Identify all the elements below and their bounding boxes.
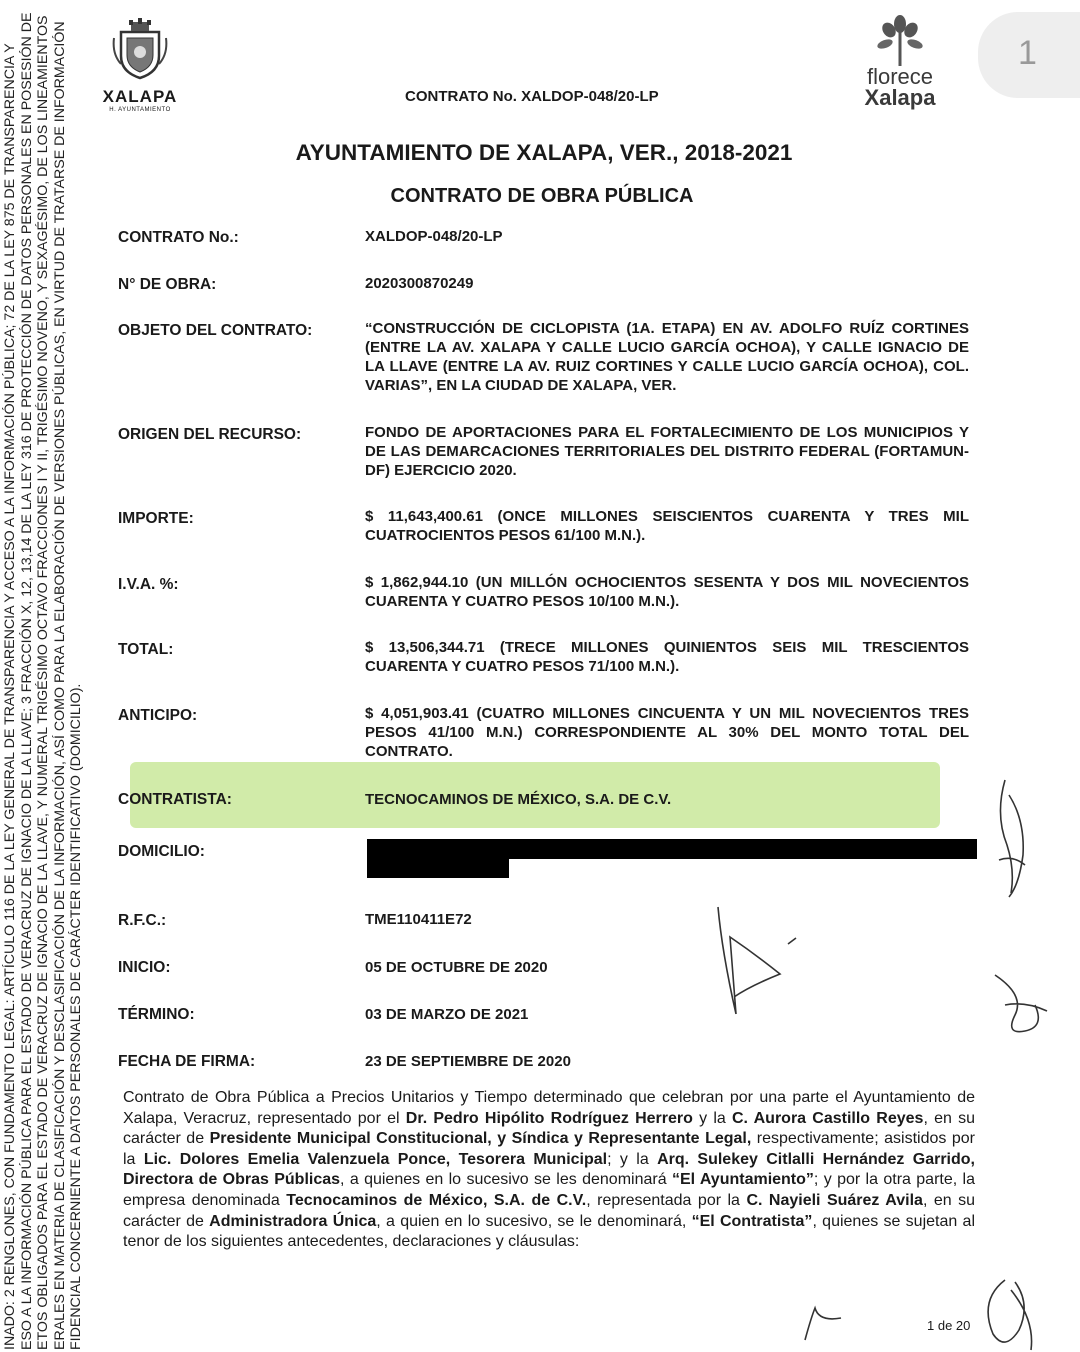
field-value: $ 1,862,944.10 (UN MILLÓN OCHOCIENTOS SESENTA Y DOS MIL NOVECIENTOS CUARENTA Y CUATRO PESOS 10/100 M.N.). (365, 574, 969, 610)
body-text-run: Contrato de Obra Pública a Precios Unitarios y Tiempo determinado que celebran por una parte el Ayuntamiento de Xalapa, Veracruz, representado por el (123, 1089, 975, 1127)
body-bold-run: “El Ayuntamiento” (671, 1171, 814, 1189)
body-bold-run: C. Nayieli Suárez Avila (746, 1191, 923, 1209)
margin-line: INADO: 2 RENGLONES, CON FUNDAMENTO LEGAL: ARTÍCULO 116 DE LA LEY GENERAL DE TRANSPARENCIA Y ACCESO A LA INFORMACIÓN PÚBLICA; 72 DE LA LEY 875 DE TRANSPARENCIA Y (2, 43, 18, 1350)
redaction-bar (367, 858, 509, 878)
page-number-badge (978, 12, 1080, 98)
field-label: ANTICIPO: (118, 707, 198, 724)
margin-line: ESO A LA INFORMACIÓN PÚBLICA PARA EL ESTADO DE VERACRUZ DE IGNACIO DE LA LLAVE; 3 FRACCIÓN X, 12, 13,14 DE LA LEY 316 DE PROTECCIÓN DE DATOS PERSONALES EN POSESIÓN DE (18, 12, 35, 1350)
margin-line: FIDENCIAL CONCERNIENTE A DATOS PERSONALES DE CARÁCTER IDENTIFICATIVO (DOMICILIO). (68, 683, 84, 1350)
logo-word-florece: florece (866, 64, 934, 89)
field-label: OBJETO DEL CONTRATO: (118, 322, 313, 339)
field-value: $ 11,643,400.61 (ONCE MILLONES SEISCIENTOS CUARENTA Y TRES MIL CUATROCIENTOS PESOS 61/100 M.N.). (365, 508, 969, 544)
field-value: TME110411E72 (365, 911, 472, 928)
body-bold-run: Presidente Municipal Constitucional, y Síndica y Representante Legal, (209, 1130, 752, 1148)
margin-line: ERALES EN MATERIA DE CLASIFICACIÓN Y DESCLASIFICACIÓN DE LA INFORMACIÓN, ASÍ COMO PARA LA ELABORACIÓN DE VERSIONES PÚBLICAS, EN VIRTUD DE TRATARSE DE INFORMACIÓN (51, 21, 68, 1350)
page-number: 1 (1018, 34, 1037, 72)
logo-sub-text: H. AYUNTAMIENTO (109, 107, 171, 113)
body-bold-run: Arq. Sulekey Citlalli Hernández Garrido, Directora de Obras Públicas (123, 1150, 975, 1189)
body-text-run: , a quien en lo sucesivo, se le denominará, (376, 1212, 692, 1230)
florece-xalapa-logo (850, 14, 950, 109)
body-text-run: ; y la (607, 1150, 658, 1168)
body-text-run: , en su carácter de (123, 1109, 976, 1148)
field-label: I.V.A. %: (118, 576, 179, 593)
body-bold-run: Lic. Dolores Emelia Valenzuela Ponce, Tesorera Municipal (143, 1150, 608, 1168)
body-bold-run: “El Contratista” (691, 1212, 813, 1230)
field-label: FECHA DE FIRMA: (118, 1053, 256, 1070)
body-text-run: , representada por la (586, 1191, 747, 1209)
logo-word-xalapa: Xalapa (864, 85, 936, 110)
signature-initial-4 (795, 1300, 855, 1345)
document-subtitle: CONTRATO DE OBRA PÚBLICA (390, 185, 694, 207)
field-value: 05 DE OCTUBRE DE 2020 (365, 959, 548, 976)
field-value: $ 13,506,344.71 (TRECE MILLONES QUINIENTOS SEIS MIL TRESCIENTOS CUARENTA Y CUATRO PESOS 71/100 M.N.). (365, 639, 969, 675)
field-label: ORIGEN DEL RECURSO: (118, 426, 302, 443)
redaction-bar (367, 839, 977, 859)
document-title: AYUNTAMIENTO DE XALAPA, VER., 2018-2021 (295, 140, 793, 165)
coat-of-arms-icon (111, 18, 169, 80)
field-value: “CONSTRUCCIÓN DE CICLOPISTA (1A. ETAPA) EN AV. ADOLFO RUÍZ CORTINES (ENTRE LA AV. XALAPA Y CALLE LUCIO GARCÍA OCHOA), Y CALLE IGNACIO DE LA LLAVE (ENTRE LA AV. RUIZ CORTINES Y CALLE LUCIO GARCÍA OCHOA), COL. VARIAS”, EN LA CIUDAD DE XALAPA, VER. (365, 320, 969, 394)
header-contract-number: CONTRATO No. XALDOP-048/20-LP (405, 88, 659, 105)
body-text-run: ; y por la otra parte, la empresa denominada (123, 1171, 976, 1209)
signature-initial-5 (975, 1270, 1045, 1352)
page-footer-counter: 1 de 20 (927, 1318, 971, 1333)
field-label: N° DE OBRA: (118, 276, 217, 293)
field-value: 23 DE SEPTIEMBRE DE 2020 (365, 1053, 571, 1070)
signature-initial-1 (985, 775, 1045, 905)
field-label: CONTRATO No.: (118, 229, 239, 246)
margin-line: ETOS OBLIGADOS PARA EL ESTADO DE VERACRUZ DE IGNACIO DE LA LLAVE, Y NUMERAL TRIGÉSIMO OCTAVO FRACCIONES I Y II, TRIGÉSIMO NOVENO, Y SEXAGÉSIMO, DE LOS LINEAMIENTOS (35, 15, 51, 1350)
field-value: FONDO DE APORTACIONES PARA EL FORTALECIMIENTO DE LOS MUNICIPIOS Y DE LAS DEMARCACIONES TERRITORIALES DEL DISTRITO FEDERAL (FORTAMUN-DF) EJERCICIO 2020. (365, 424, 969, 479)
field-label: IMPORTE: (118, 510, 194, 527)
field-label: INICIO: (118, 959, 171, 976)
body-bold-run: Administradora Única (209, 1212, 377, 1230)
field-label: TOTAL: (118, 641, 174, 658)
body-bold-run: C. Aurora Castillo Reyes (732, 1109, 924, 1127)
body-text-run: respectivamente; asistidos por la (123, 1130, 976, 1168)
body-text-run: , quienes se sujetan al tenor de los siguientes antecedentes, declaraciones y cláusulas: (123, 1212, 976, 1251)
body-bold-run: Dr. Pedro Hipólito Rodríguez Herrero (405, 1109, 693, 1127)
flower-icon (872, 14, 928, 66)
legal-margin-note (2, 10, 85, 1350)
field-value: TECNOCAMINOS DE MÉXICO, S.A. DE C.V. (365, 791, 672, 808)
field-value: 2020300870249 (365, 275, 474, 292)
body-text-run: , en su carácter de (123, 1191, 976, 1230)
body-bold-run: Tecnocaminos de México, S.A. de C.V. (286, 1191, 587, 1209)
field-value: XALDOP-048/20-LP (365, 228, 503, 245)
contract-intro-paragraph (123, 1088, 975, 1253)
logo-city-name: XALAPA (102, 87, 178, 106)
field-value: $ 4,051,903.41 (CUATRO MILLONES CINCUENTA Y UN MIL NOVECIENTOS TRES PESOS 41/100 M.N.) CORRESPONDIENTE AL 30% DEL MONTO TOTAL DEL CONTRATO. (365, 705, 969, 760)
field-label: TÉRMINO: (118, 1006, 195, 1023)
field-label: CONTRATISTA: (118, 791, 232, 808)
signature-initial-2 (700, 902, 810, 1022)
body-text-run: , a quienes en lo sucesivo se les denominará (340, 1171, 672, 1189)
field-value: 03 DE MARZO DE 2021 (365, 1006, 529, 1023)
signature-initial-3 (985, 965, 1055, 1045)
field-label: DOMICILIO: (118, 843, 205, 860)
xalapa-coat-of-arms-logo (100, 18, 180, 113)
body-text-run: y la (692, 1109, 732, 1127)
field-label: R.F.C.: (118, 912, 167, 929)
